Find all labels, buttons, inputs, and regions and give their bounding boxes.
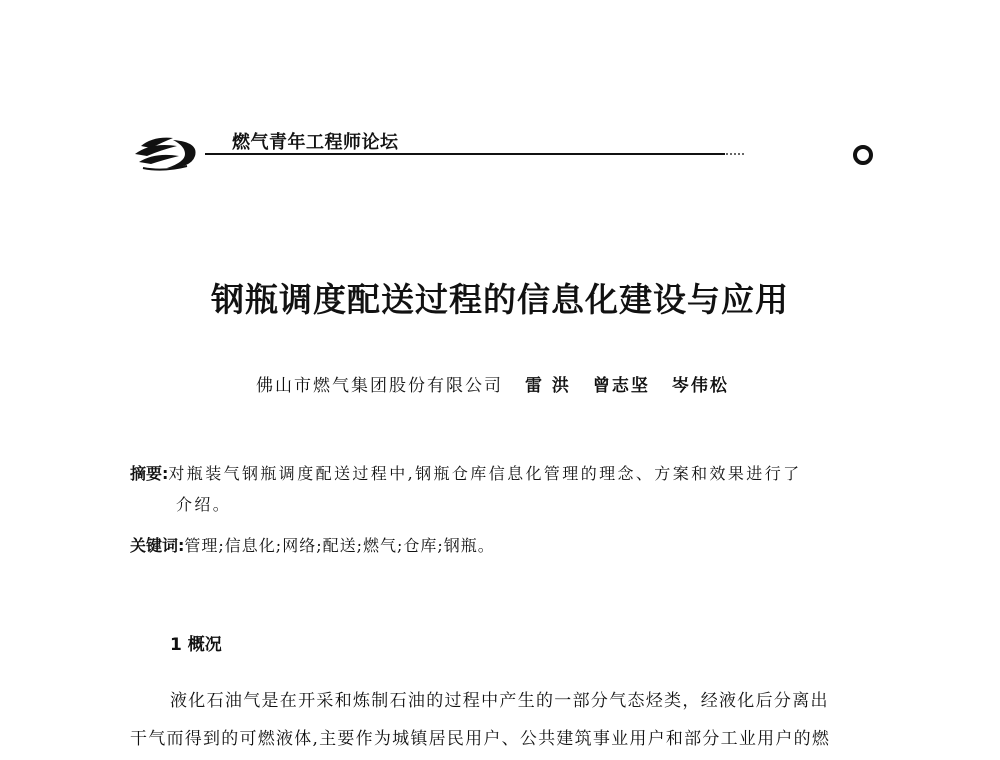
section-heading: 1 概况 — [170, 635, 222, 655]
abstract-label: 摘要: — [130, 464, 169, 483]
author-name: 雷 洪 — [525, 376, 571, 396]
keywords-text: 管理;信息化;网络;配送;燃气;仓库;钢瓶。 — [184, 536, 495, 555]
abstract-text: 对瓶装气钢瓶调度配送过程中,钢瓶仓库信息化管理的理念、方案和效果进行了 — [168, 464, 802, 483]
author-name: 岑伟松 — [671, 376, 729, 396]
journal-logo-icon — [133, 132, 205, 172]
circle-marker-icon — [853, 145, 873, 165]
header-rule-dots — [725, 153, 745, 155]
author-line — [256, 371, 729, 396]
abstract-text-continued: 介绍。 — [176, 495, 232, 514]
keywords — [130, 533, 495, 556]
journal-title: 燃气青年工程师论坛 — [232, 132, 399, 153]
abstract — [130, 456, 880, 492]
article-title: 钢瓶调度配送过程的信息化建设与应用 — [211, 280, 789, 319]
paragraph-line: 液化石油气是在开采和炼制石油的过程中产生的一部分气态烃类，经液化后分离出 — [170, 691, 829, 711]
author-name: 曾志坚 — [592, 376, 650, 396]
paragraph-line: 干气而得到的可燃液体,主要作为城镇居民用户、公共建筑事业用户和部分工业用户的燃 — [130, 729, 831, 749]
header-rule — [205, 153, 725, 155]
organization: 佛山市燃气集团股份有限公司 — [256, 376, 503, 396]
keywords-label: 关键词: — [130, 536, 185, 555]
